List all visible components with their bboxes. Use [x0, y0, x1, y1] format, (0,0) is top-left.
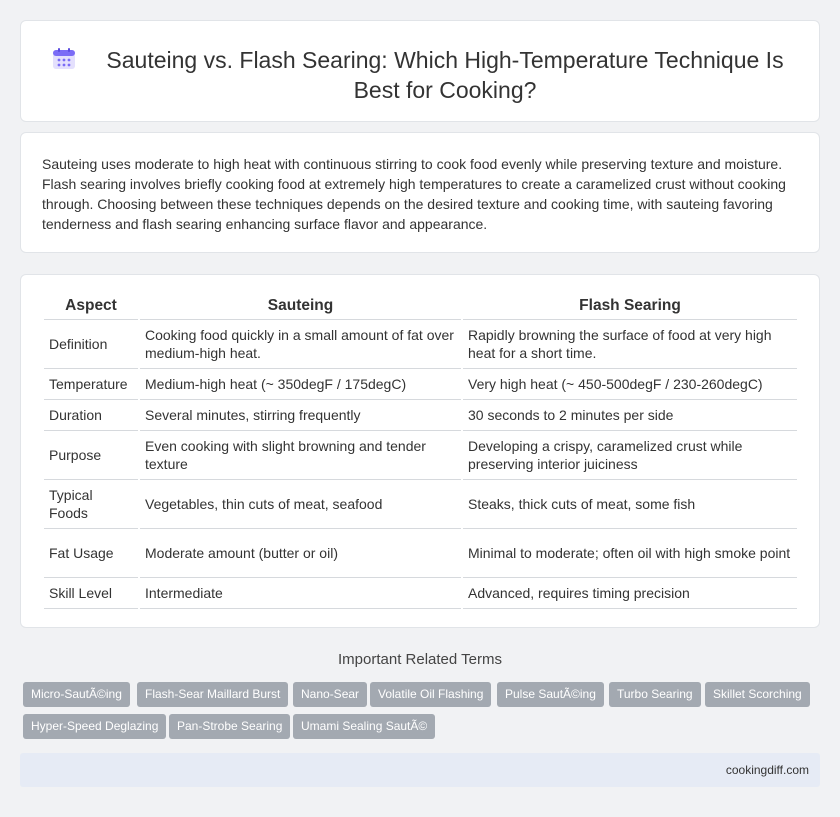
related-term-tag[interactable]: Flash-Sear Maillard Burst: [137, 682, 288, 707]
intro-text: Sauteing uses moderate to high heat with continuous stirring to cook food evenly while preserving texture and moisture. Flash searing involves briefly cooking food at extremely high temperatures to create a caramelized crust without cooking through. Choosing between these techniques depends on the desired texture and cooking time, with sauteing favoring tenderness and flash searing enhancing surface flavor and appearance.: [42, 156, 786, 232]
table-cell-sauteing: Intermediate: [140, 578, 461, 609]
footer-site-link[interactable]: cookingdiff.com: [725, 763, 809, 777]
comparison-table: [42, 295, 799, 609]
footer: [20, 753, 820, 787]
related-term-tag[interactable]: Hyper-Speed Deglazing: [23, 714, 166, 739]
column-header-aspect: Aspect: [44, 295, 138, 320]
table-cell-sauteing: Medium-high heat (~ 350degF / 175degC): [140, 369, 461, 400]
table-cell-flash-searing: Rapidly browning the surface of food at very high heat for a short time.: [463, 320, 797, 369]
related-term-tag[interactable]: Pulse SautÃ©ing: [497, 682, 604, 707]
table-row: [44, 578, 797, 609]
column-header-flash-searing: Flash Searing: [463, 295, 797, 320]
table-cell-aspect: Temperature: [44, 369, 138, 400]
table-cell-aspect: Definition: [44, 320, 138, 369]
table-cell-sauteing: Several minutes, stirring frequently: [140, 400, 461, 431]
related-term-tag[interactable]: Volatile Oil Flashing: [370, 682, 491, 707]
table-row: [44, 369, 797, 400]
related-term-tag[interactable]: Skillet Scorching: [705, 682, 810, 707]
table-cell-aspect: Typical Foods: [44, 480, 138, 529]
calendar-icon: [51, 47, 77, 71]
table-header-row: [44, 295, 797, 320]
table-row: [44, 480, 797, 529]
table-cell-flash-searing: Advanced, requires timing precision: [463, 578, 797, 609]
related-terms-heading: Important Related Terms: [338, 651, 502, 668]
title-card: [20, 20, 820, 122]
page-title: Sauteing vs. Flash Searing: Which High-Temperature Technique Is Best for Cooking?: [106, 47, 784, 103]
related-term-tag[interactable]: Pan-Strobe Searing: [169, 714, 290, 739]
table-cell-aspect: Skill Level: [44, 578, 138, 609]
related-term-tag[interactable]: Nano-Sear: [293, 682, 367, 707]
comparison-table-card: [20, 274, 820, 628]
table-cell-sauteing: Cooking food quickly in a small amount of fat over medium-high heat.: [140, 320, 461, 369]
column-header-sauteing: Sauteing: [140, 295, 461, 320]
table-cell-sauteing: Vegetables, thin cuts of meat, seafood: [140, 480, 461, 529]
table-cell-flash-searing: 30 seconds to 2 minutes per side: [463, 400, 797, 431]
table-cell-flash-searing: Minimal to moderate; often oil with high smoke point: [463, 529, 797, 578]
table-cell-sauteing: Even cooking with slight browning and tender texture: [140, 431, 461, 480]
table-cell-flash-searing: Very high heat (~ 450-500degF / 230-260degC): [463, 369, 797, 400]
related-term-tag[interactable]: Turbo Searing: [609, 682, 701, 707]
table-cell-aspect: Purpose: [44, 431, 138, 480]
intro-card: [20, 132, 820, 253]
table-row: [44, 320, 797, 369]
table-row: [44, 400, 797, 431]
table-cell-sauteing: Moderate amount (butter or oil): [140, 529, 461, 578]
table-cell-aspect: Fat Usage: [44, 529, 138, 578]
table-cell-flash-searing: Steaks, thick cuts of meat, some fish: [463, 480, 797, 529]
related-term-tag[interactable]: Umami Sealing SautÃ©: [293, 714, 435, 739]
table-row: [44, 431, 797, 480]
table-row: [44, 529, 797, 578]
table-cell-flash-searing: Developing a crispy, caramelized crust while preserving interior juiciness: [463, 431, 797, 480]
table-cell-aspect: Duration: [44, 400, 138, 431]
related-term-tag[interactable]: Micro-SautÃ©ing: [23, 682, 130, 707]
